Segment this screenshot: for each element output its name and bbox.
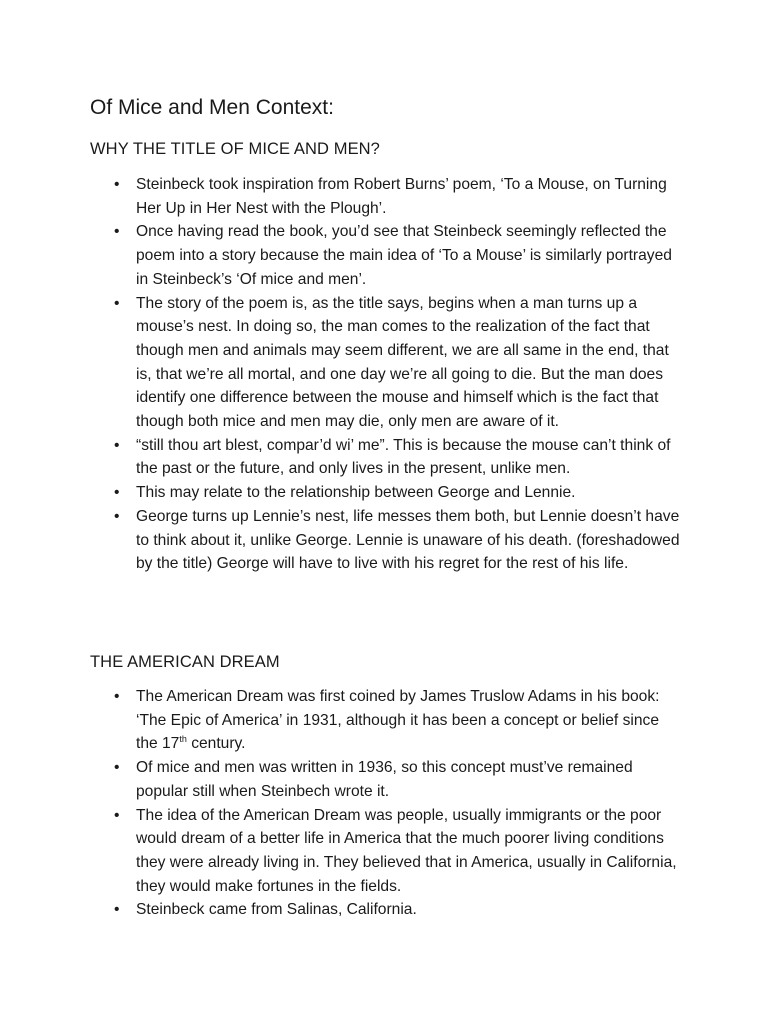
bullet-icon: • [114, 806, 120, 824]
bullet-icon: • [114, 901, 120, 919]
bullet-icon: • [114, 759, 120, 777]
bullet-icon: • [114, 484, 120, 502]
list-item-text: Of mice and men was written in 1936, so this concept must’ve remained popular still when Steinbech wrote it. [136, 759, 633, 800]
list-item-text: The idea of the American Dream was people, usually immigrants or the poor would dream of a better life in America that the much poorer living conditions they were already living in. They believed that in America, usually in California, they would make fortunes in the fields. [136, 806, 677, 895]
bullet-icon: • [114, 436, 120, 454]
bullet-icon: • [114, 223, 120, 241]
document-title: Of Mice and Men Context: [90, 96, 334, 119]
list-item-text: “still thou art blest, compar’d wi’ me”. This is because the mouse can’t think of the past or the future, and only lives in the present, unlike men. [136, 436, 671, 478]
bullet-icon: • [114, 176, 120, 193]
list-item [0, 292, 684, 434]
list-item [0, 505, 684, 576]
list-item-text-after: century. [186, 735, 246, 753]
list-item-text [136, 688, 659, 752]
bullet-icon: • [114, 688, 120, 705]
ordinal-superscript: th [179, 734, 187, 745]
bullet-list-american-dream [0, 685, 768, 922]
bullet-icon: • [114, 507, 120, 525]
list-item [0, 756, 684, 803]
list-item [0, 220, 684, 291]
section-heading-american-dream: THE AMERICAN DREAM [90, 653, 280, 671]
list-item [0, 481, 684, 505]
list-item [0, 434, 684, 481]
list-item [0, 898, 684, 922]
list-item-text: Steinbeck took inspiration from Robert Burns’ poem, ‘To a Mouse, on Turning Her Up in Her Nest with the Plough’. [136, 176, 667, 217]
list-item-text: Once having read the book, you’d see that Steinbeck seemingly reflected the poem into a story because the main idea of ‘To a Mouse’ is similarly portrayed in Steinbeck’s ‘Of mice and men’. [136, 223, 672, 288]
list-item-text-before: The American Dream was first coined by James Truslow Adams in his book: ‘The Epic of America’ in 1931, although it has been a concept or belief since the 17 [136, 688, 660, 753]
bullet-list-title-meaning [0, 173, 768, 576]
list-item-text: Steinbeck came from Salinas, California. [136, 901, 417, 919]
list-item-text: This may relate to the relationship between George and Lennie. [136, 484, 576, 502]
list-item [0, 804, 684, 899]
list-item-text: The story of the poem is, as the title says, begins when a man turns up a mouse’s nest. In doing so, the man comes to the realization of the fact that though men and animals may seem different, we are all same in the end, that is, that we’re all mortal, and one day we’re all going to die. But the man does identify one difference between the mouse and himself which is the fact that though both mice and men may die, only men are aware of it. [136, 294, 669, 431]
bullet-icon: • [114, 294, 120, 312]
section-heading-title-meaning: WHY THE TITLE OF MICE AND MEN? [90, 140, 380, 158]
list-item-text: George turns up Lennie’s nest, life messes them both, but Lennie doesn’t have to think about it, unlike George. Lennie is unaware of his death. (foreshadowed by the title) George will have to live with his regret for the rest of his life. [136, 507, 680, 573]
list-item [0, 173, 684, 220]
list-item [0, 685, 684, 756]
